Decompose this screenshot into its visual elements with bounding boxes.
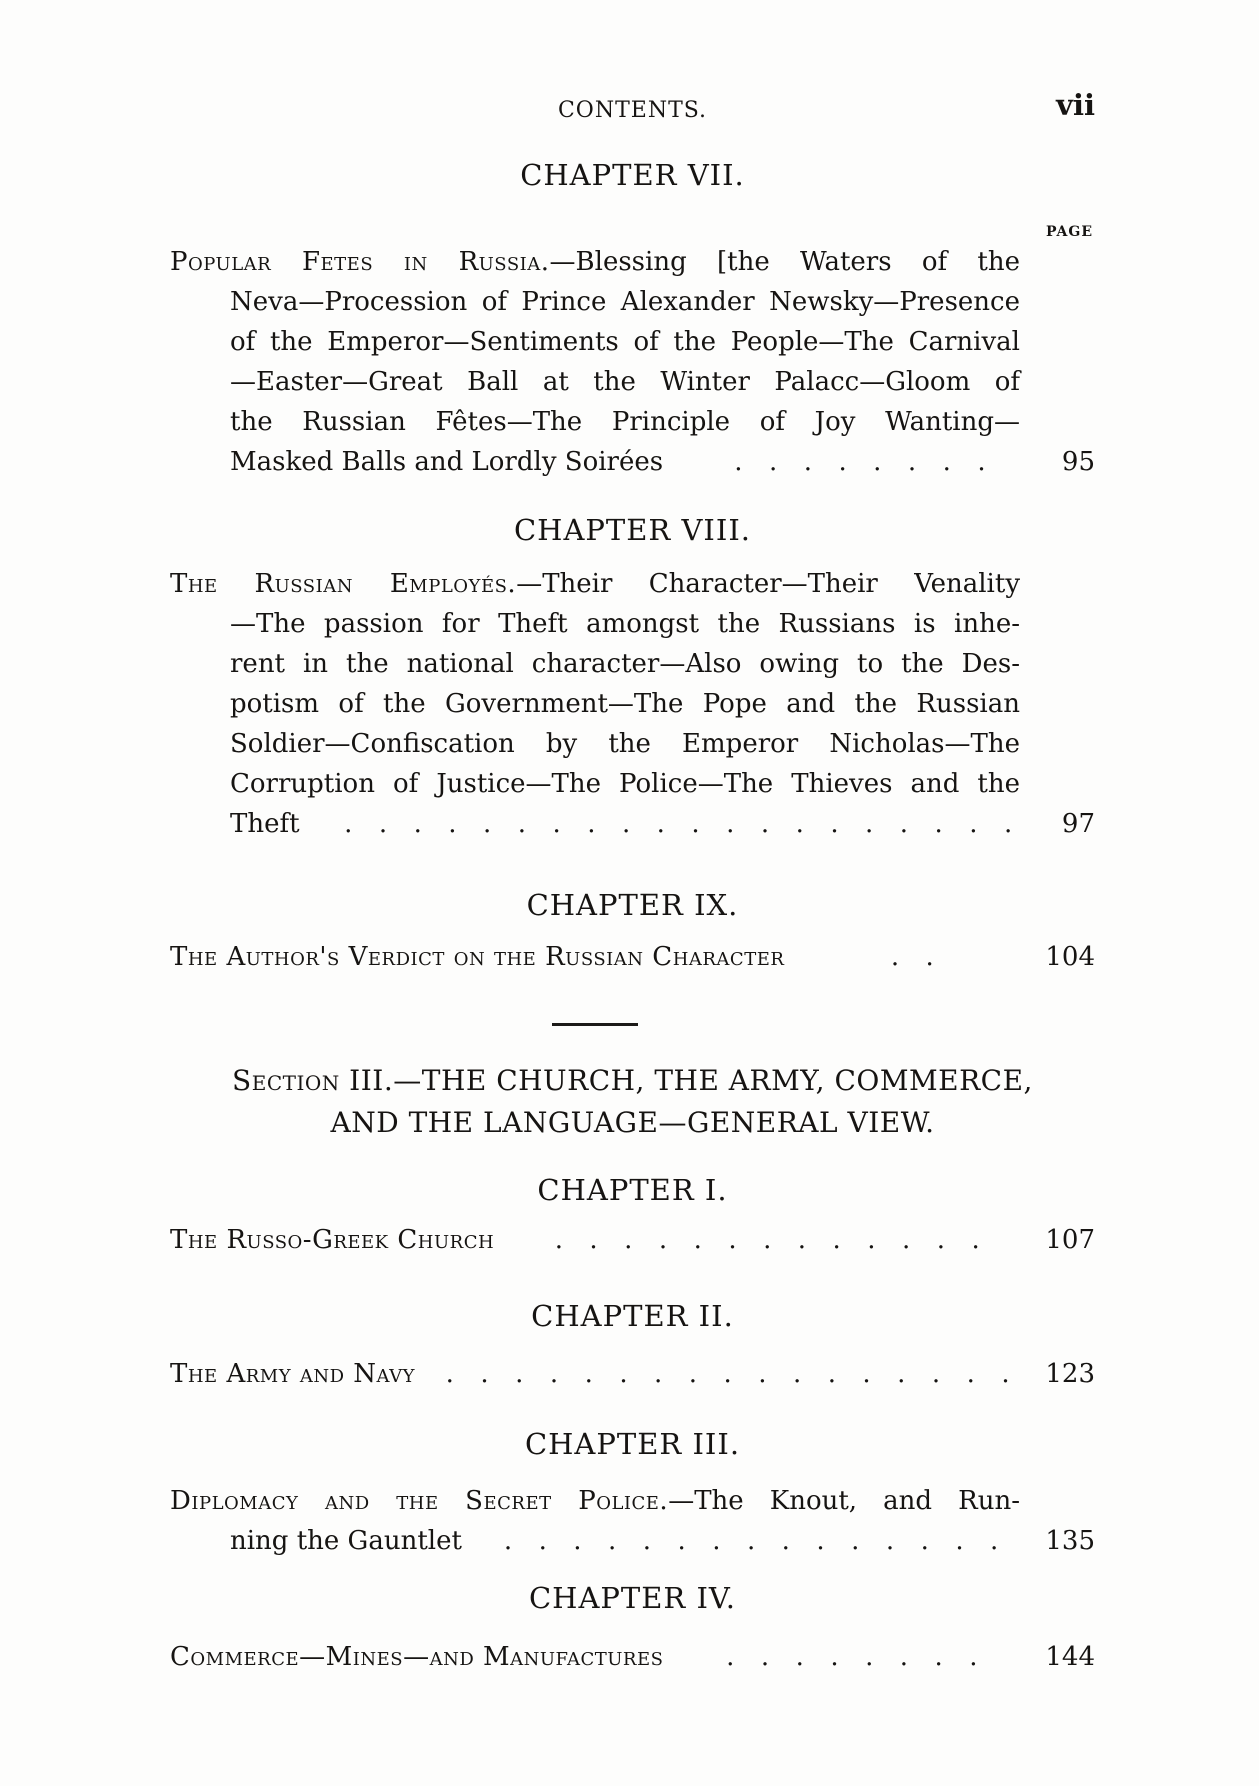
chapter-vii-heading: CHAPTER VII.	[520, 158, 745, 192]
dot-leader: . . . . . . . . . . . . .	[554, 1225, 989, 1255]
folio-number: vii	[1056, 88, 1095, 122]
entry-last-line	[230, 804, 1095, 844]
entry-text: ning the Gauntlet	[230, 1526, 462, 1556]
entry-text: —Blessing [the Waters of the	[549, 247, 1020, 277]
text-column	[170, 0, 1095, 1786]
entry-line: potism of the Government—The Pope and the Russian	[230, 689, 1020, 719]
chapter-viii-entry	[170, 564, 1095, 844]
page-ref: 144	[1045, 1642, 1095, 1672]
section-divider	[170, 1023, 1095, 1026]
entry-lead: The Army and Navy	[170, 1359, 416, 1389]
page-title: CONTENTS.	[557, 98, 708, 123]
dot-leader: . . . . . . . .	[734, 447, 995, 477]
entry-last-line	[230, 1521, 1095, 1561]
chapter-iii-entry	[170, 1481, 1095, 1561]
divider-rule	[552, 1023, 638, 1026]
page-ref: 97	[1061, 809, 1095, 839]
entry-line	[170, 564, 1020, 604]
entry-lead: Popular Fetes in Russia.	[170, 247, 550, 277]
entry-text: —The Knout, and Run-	[668, 1486, 1020, 1516]
chapter-viii-heading: CHAPTER VIII.	[513, 513, 752, 547]
chapter-iii-heading: CHAPTER III.	[524, 1427, 741, 1461]
dot-leader: . . . . . . . . . . . . . . . . .	[445, 1359, 1019, 1389]
section-lead: Section	[232, 1064, 340, 1097]
dot-leader: . . . . . . . . . . . . . . .	[503, 1526, 1008, 1556]
page-column-label: PAGE	[1046, 224, 1093, 240]
dot-leader: . . . . . . . .	[726, 1642, 987, 1672]
page-ref: 123	[1045, 1359, 1095, 1389]
entry-line: the Russian Fêtes—The Principle of Joy Wanting—	[230, 407, 1020, 437]
entry-line: of the Emperor—Sentiments of the People—The Carnival	[230, 327, 1020, 357]
section-heading-line	[170, 1060, 1095, 1102]
chapter-i-entry	[170, 1220, 1095, 1260]
page-ref: 104	[1045, 942, 1095, 972]
page-ref: 107	[1045, 1225, 1095, 1255]
entry-lead: The Author's Verdict on the Russian Character	[170, 942, 785, 972]
entry-text: Masked Balls and Lordly Soirées	[230, 447, 664, 477]
entry-last-line	[230, 442, 1095, 482]
entry-line	[170, 242, 1020, 282]
chapter-iv-entry	[170, 1637, 1095, 1677]
chapter-i-heading: CHAPTER I.	[537, 1173, 728, 1207]
entry-lead: The Russo-Greek Church	[170, 1225, 495, 1255]
chapter-iv-heading: CHAPTER IV.	[528, 1581, 737, 1615]
dot-leader: . . . . . . . . . . . . . . . . . . . .	[344, 809, 1022, 839]
entry-line	[170, 1481, 1020, 1521]
page-header	[170, 88, 1095, 126]
chapter-ix-heading: CHAPTER IX.	[526, 888, 739, 922]
dot-leader: . .	[890, 942, 943, 972]
entry-text: —Their Character—Their Venality	[516, 569, 1021, 599]
section-iii-heading	[170, 1060, 1095, 1144]
section-text: III.—THE CHURCH, THE ARMY, COMMERCE,	[339, 1064, 1033, 1097]
entry-line: rent in the national character—Also owing to the Des-	[230, 649, 1020, 679]
page-ref: 135	[1045, 1526, 1095, 1556]
chapter-ii-entry	[170, 1354, 1095, 1394]
entry-lead: Diplomacy and the Secret Police.	[170, 1486, 669, 1516]
entry-lead: The Russian Employés.	[170, 569, 517, 599]
entry-text: Theft	[230, 809, 300, 839]
chapter-ix-entry	[170, 937, 1095, 977]
entry-line: Soldier—Confiscation by the Emperor Nicholas—The	[230, 729, 1020, 759]
entry-line: Neva—Procession of Prince Alexander Newsky—Presence	[230, 287, 1020, 317]
entry-line: —Easter—Great Ball at the Winter Palacc—Gloom of	[230, 367, 1020, 397]
entry-line: —The passion for Theft amongst the Russians is inhe-	[230, 609, 1020, 639]
section-heading-line: AND THE LANGUAGE—GENERAL VIEW.	[330, 1106, 935, 1139]
chapter-vii-entry	[170, 242, 1095, 482]
entry-lead: Commerce—Mines—and Manufactures	[170, 1642, 664, 1672]
page-ref: 95	[1061, 447, 1095, 477]
chapter-ii-heading: CHAPTER II.	[531, 1299, 734, 1333]
entry-line: Corruption of Justice—The Police—The Thieves and the	[230, 769, 1020, 799]
